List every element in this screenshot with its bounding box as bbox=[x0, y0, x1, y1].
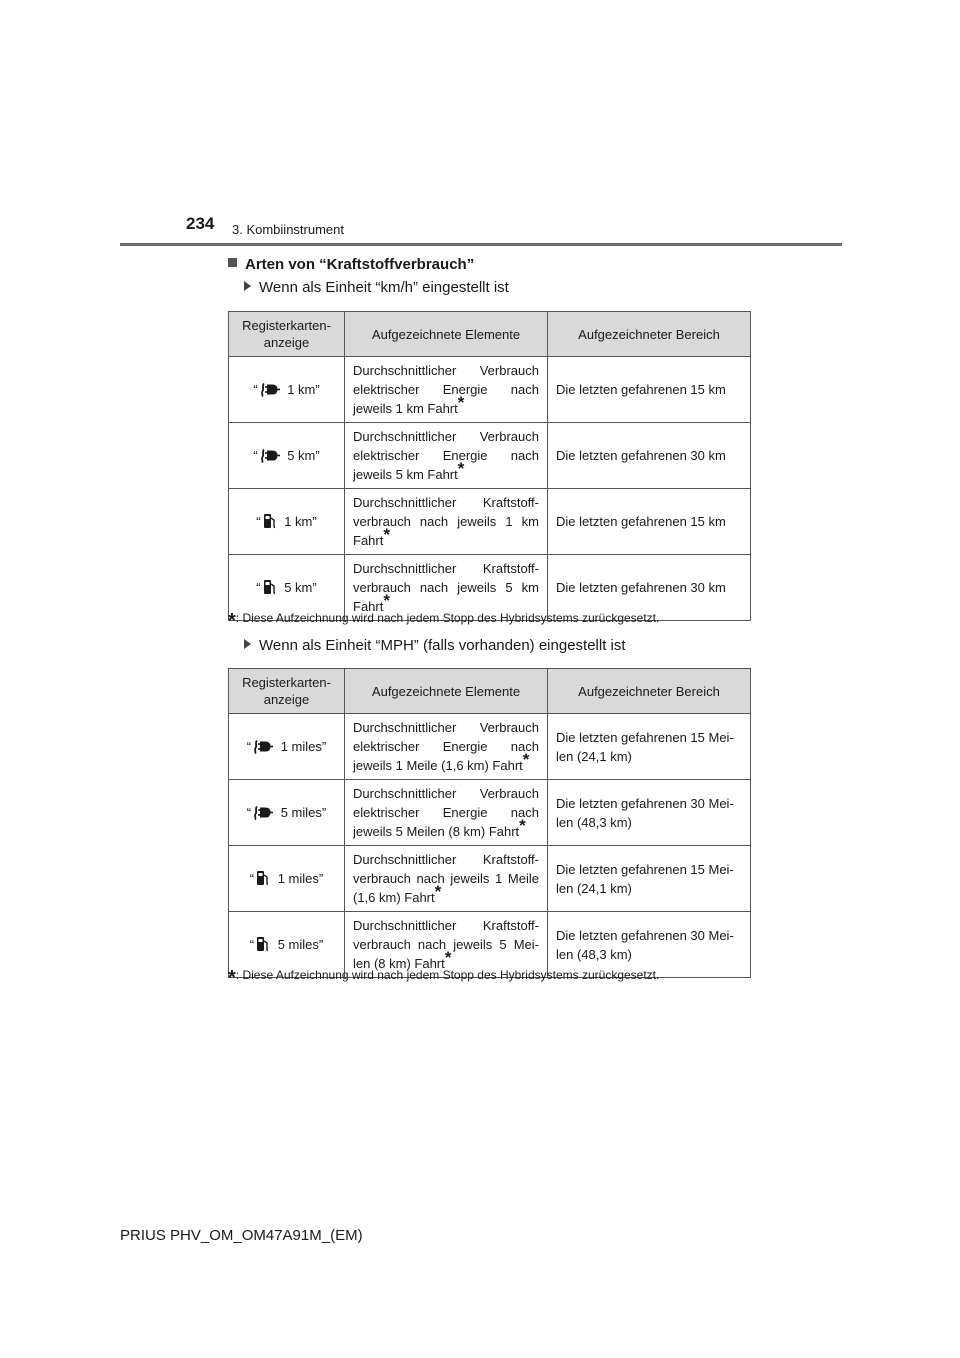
tab-label: 5 km bbox=[284, 580, 313, 595]
table-mph bbox=[228, 668, 751, 978]
element-cell bbox=[345, 423, 548, 489]
asterisk-icon: * bbox=[444, 948, 452, 967]
section-heading-text: Arten von “Kraftstoffverbrauch” bbox=[245, 256, 475, 273]
column-header: Aufgezeichnete Elemente bbox=[345, 669, 548, 714]
asterisk-icon: * bbox=[519, 816, 526, 835]
element-text: Durchschnittlicher Kraftstoff-verbrauch nach jeweils 1 km Fahrt bbox=[353, 495, 539, 548]
element-text: Durchschnittlicher Verbrauch elektrischer Energie nach jeweils 5 Meilen (8 km) Fahrt bbox=[353, 786, 539, 839]
triangle-bullet-icon bbox=[244, 281, 251, 291]
tab-label: 1 miles bbox=[277, 871, 319, 886]
tab-cell: “ 1 km” bbox=[229, 489, 345, 555]
table-header-row bbox=[229, 312, 751, 357]
ev-plug-icon bbox=[260, 448, 280, 463]
page-number: 234 bbox=[186, 214, 215, 233]
chapter-title: 3. Kombiinstrument bbox=[232, 222, 344, 237]
fuel-pump-icon bbox=[263, 579, 277, 595]
table-header-row bbox=[229, 669, 751, 714]
table-row bbox=[229, 357, 751, 423]
asterisk-icon: * bbox=[522, 750, 530, 769]
asterisk-icon: * bbox=[434, 882, 442, 901]
subheading-mph bbox=[244, 637, 626, 654]
element-text: Durchschnittlicher Verbrauch elektrischer Energie nach jeweils 1 km Fahrt bbox=[353, 363, 539, 416]
asterisk-icon: * bbox=[383, 525, 390, 544]
square-bullet-icon bbox=[228, 258, 237, 267]
column-header: Registerkarten-anzeige bbox=[229, 312, 345, 357]
table-row bbox=[229, 714, 751, 780]
triangle-bullet-icon bbox=[244, 639, 251, 649]
asterisk-icon: * bbox=[228, 610, 236, 632]
ev-plug-icon bbox=[253, 805, 273, 820]
column-header: Aufgezeichneter Bereich bbox=[548, 669, 751, 714]
range-cell: Die letzten gefahrenen 15 km bbox=[548, 489, 751, 555]
tab-cell: “ 5 miles” bbox=[229, 912, 345, 978]
tab-label: 1 miles bbox=[280, 739, 322, 754]
footnote-mph bbox=[228, 967, 659, 990]
footnote-text: : Diese Aufzeichnung wird nach jedem Stopp des Hybridsystems zurückgesetzt. bbox=[235, 611, 660, 625]
column-header: Aufgezeichneter Bereich bbox=[548, 312, 751, 357]
tab-label: 5 miles bbox=[277, 937, 319, 952]
tab-cell: “ 5 miles” bbox=[229, 780, 345, 846]
ev-plug-icon bbox=[253, 739, 273, 754]
tab-cell: “ 1 miles” bbox=[229, 846, 345, 912]
element-cell bbox=[345, 357, 548, 423]
ev-plug-icon bbox=[260, 382, 280, 397]
section-heading bbox=[228, 256, 474, 273]
table-row bbox=[229, 423, 751, 489]
table-row bbox=[229, 846, 751, 912]
tab-label: 1 km bbox=[287, 382, 316, 397]
header-rule bbox=[120, 243, 842, 246]
tab-label: 1 km bbox=[284, 514, 313, 529]
fuel-pump-icon bbox=[256, 870, 270, 886]
element-cell bbox=[345, 489, 548, 555]
range-cell: Die letzten gefahrenen 15 km bbox=[548, 357, 751, 423]
fuel-pump-icon bbox=[256, 936, 270, 952]
element-text: Durchschnittlicher Kraftstoff-verbrauch nach jeweils 5 km Fahrt bbox=[353, 561, 539, 614]
document-code: PRIUS PHV_OM_OM47A91M_(EM) bbox=[120, 1227, 363, 1244]
column-header: Registerkarten-anzeige bbox=[229, 669, 345, 714]
tab-cell: “ 1 km” bbox=[229, 357, 345, 423]
range-cell: Die letzten gefahrenen 30 km bbox=[548, 423, 751, 489]
element-text: Durchschnittlicher Verbrauch elektrischer Energie nach jeweils 5 km Fahrt bbox=[353, 429, 539, 482]
tab-cell: “ 1 miles” bbox=[229, 714, 345, 780]
subheading-text: Wenn als Einheit “MPH” (falls vorhanden) eingestellt ist bbox=[259, 637, 626, 654]
fuel-pump-icon bbox=[263, 513, 277, 529]
range-cell: Die letzten gefahrenen 15 Mei-len (24,1 km) bbox=[548, 846, 751, 912]
table-kmh bbox=[228, 311, 751, 621]
tab-cell: “ 5 km” bbox=[229, 555, 345, 621]
footnote-text: : Diese Aufzeichnung wird nach jedem Stopp des Hybridsystems zurückgesetzt. bbox=[235, 968, 660, 982]
tab-label: 5 miles bbox=[280, 805, 322, 820]
element-cell bbox=[345, 780, 548, 846]
table-row bbox=[229, 489, 751, 555]
column-header: Aufgezeichnete Elemente bbox=[345, 312, 548, 357]
element-text: Durchschnittlicher Verbrauch elektrischer Energie nach jeweils 1 Meile (1,6 km) Fahrt bbox=[353, 720, 539, 773]
asterisk-icon: * bbox=[457, 459, 465, 478]
range-cell: Die letzten gefahrenen 30 Mei-len (48,3 km) bbox=[548, 912, 751, 978]
tab-label: 5 km bbox=[287, 448, 316, 463]
asterisk-icon: * bbox=[383, 591, 390, 610]
tab-cell: “ 5 km” bbox=[229, 423, 345, 489]
asterisk-icon: * bbox=[228, 967, 236, 989]
element-text: Durchschnittlicher Kraftstoff-verbrauch nach jeweils 1 Meile (1,6 km) Fahrt bbox=[353, 852, 539, 905]
element-text: Durchschnittlicher Kraftstoff-verbrauch nach jeweils 5 Mei-len (8 km) Fahrt bbox=[353, 918, 539, 971]
range-cell: Die letzten gefahrenen 15 Mei-len (24,1 km) bbox=[548, 714, 751, 780]
footnote-kmh bbox=[228, 610, 659, 633]
subheading-kmh bbox=[244, 279, 509, 296]
element-cell bbox=[345, 846, 548, 912]
asterisk-icon: * bbox=[457, 393, 465, 412]
table-row bbox=[229, 780, 751, 846]
element-cell bbox=[345, 714, 548, 780]
range-cell: Die letzten gefahrenen 30 km bbox=[548, 555, 751, 621]
range-cell: Die letzten gefahrenen 30 Mei-len (48,3 km) bbox=[548, 780, 751, 846]
subheading-text: Wenn als Einheit “km/h” eingestellt ist bbox=[259, 279, 509, 296]
